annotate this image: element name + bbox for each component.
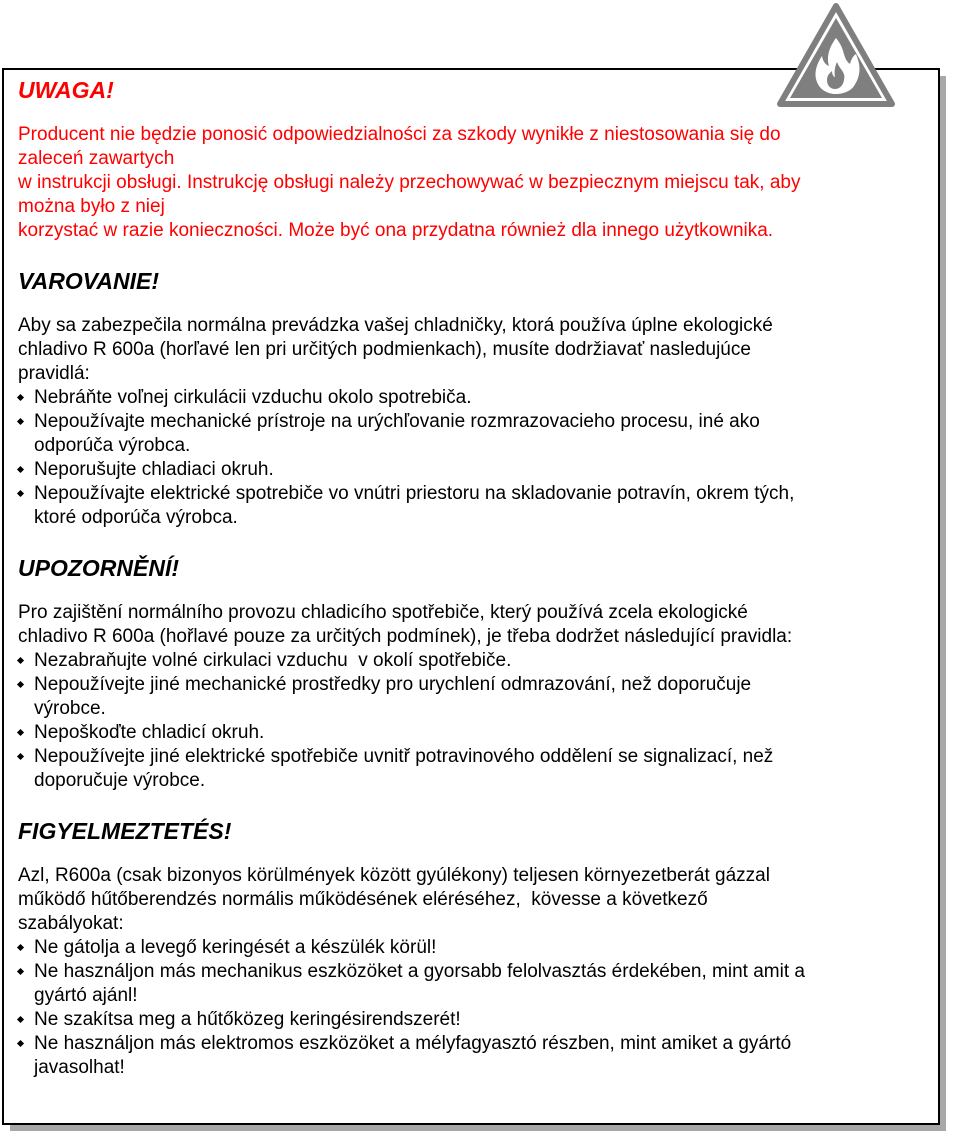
list-item-text: javasolhat! <box>34 1057 125 1078</box>
list-item <box>18 649 933 673</box>
list-item-text: Nepoškoďte chladicí okruh. <box>34 722 265 743</box>
polish-paragraph <box>18 123 933 243</box>
paragraph-line: szabályokat: <box>18 913 124 934</box>
list-item-text: výrobce. <box>34 698 106 719</box>
diamond-bullet-icon <box>17 681 24 688</box>
list-item-text: ktoré odporúča výrobca. <box>34 507 238 528</box>
paragraph-line: zaleceń zawartych <box>18 148 175 169</box>
hungarian-bullet-list <box>18 936 933 1080</box>
list-item-text: gyártó ajánl! <box>34 985 138 1006</box>
paragraph-line: működő hűtőberendzés normális működésének eléréséhez, kövesse a következő <box>18 889 708 910</box>
content-area <box>18 75 933 1080</box>
list-item <box>18 1008 933 1032</box>
list-item-text: Nepoužívejte jiné elektrické spotřebiče uvnitř potravinového oddělení se signalizací, než <box>34 746 774 767</box>
list-item-text: Nepoužívejte jiné mechanické prostředky pro urychlení odmrazování, než doporučuje <box>34 674 752 695</box>
paragraph-line: w instrukcji obsługi. Instrukcję obsługi należy przechowywać w bezpiecznym miejscu tak, aby <box>18 172 801 193</box>
list-item-text: Ne használjon más mechanikus eszközöket a gyorsabb felolvasztás érdekében, mint amit a <box>34 961 805 982</box>
list-item-text: doporučuje výrobce. <box>34 770 206 791</box>
list-item-text: Nepoužívajte mechanické prístroje na urýchľovanie rozmrazovacieho procesu, iné ako <box>34 411 760 432</box>
diamond-bullet-icon <box>17 729 24 736</box>
paragraph-line: można było z niej <box>18 196 165 217</box>
list-item <box>18 1032 933 1080</box>
paragraph-line: korzystać w razie konieczności. Może być ona przydatna również dla innego użytkownika. <box>18 220 774 241</box>
diamond-bullet-icon <box>17 968 24 975</box>
hungarian-intro <box>18 864 933 936</box>
list-item-text: Ne szakítsa meg a hűtőközeg keringésirendszerét! <box>34 1009 461 1030</box>
diamond-bullet-icon <box>17 418 24 425</box>
list-item <box>18 745 933 793</box>
diamond-bullet-icon <box>17 1040 24 1047</box>
diamond-bullet-icon <box>17 490 24 497</box>
list-item <box>18 936 933 960</box>
list-item-text: Nezabraňujte volné cirkulaci vzduchu v okolí spotřebiče. <box>34 650 512 671</box>
slovak-intro <box>18 314 933 386</box>
list-item-text: Nebráňte voľnej cirkulácii vzduchu okolo spotrebiča. <box>34 387 472 408</box>
list-item-text: Ne használjon más elektromos eszközöket a mélyfagyasztó részben, mint amiket a gyártó <box>34 1033 792 1054</box>
list-item-text: Ne gátolja a levegő keringését a készülék körül! <box>34 937 437 958</box>
czech-heading: UPOZORNĚNÍ! <box>18 555 179 581</box>
list-item <box>18 386 933 410</box>
list-item-text: odporúča výrobca. <box>34 435 191 456</box>
hungarian-heading: FIGYELMEZTETÉS! <box>18 818 232 844</box>
list-item <box>18 410 933 458</box>
diamond-bullet-icon <box>17 944 24 951</box>
diamond-bullet-icon <box>17 753 24 760</box>
diamond-bullet-icon <box>17 657 24 664</box>
polish-heading: UWAGA! <box>18 77 114 103</box>
paragraph-line: chladivo R 600a (horľavé len pri určitých podmienkach), musíte dodržiavať nasledujúce <box>18 339 751 360</box>
paragraph-line: Azl, R600a (csak bizonyos körülmények között gyúlékony) teljesen környezetberát gázzal <box>18 865 770 886</box>
paragraph-line: chladivo R 600a (hořlavé pouze za určitých podmínek), je třeba dodržet následující pravidla: <box>18 626 793 647</box>
czech-bullet-list <box>18 649 933 793</box>
list-item <box>18 721 933 745</box>
list-item <box>18 673 933 721</box>
list-item <box>18 482 933 530</box>
czech-intro <box>18 601 933 649</box>
diamond-bullet-icon <box>17 466 24 473</box>
list-item <box>18 960 933 1008</box>
list-item-text: Neporušujte chladiaci okruh. <box>34 459 274 480</box>
paragraph-line: pravidlá: <box>18 363 90 384</box>
paragraph-line: Producent nie będzie ponosić odpowiedzialności za szkody wynikłe z niestosowania się do <box>18 124 781 145</box>
list-item-text: Nepoužívajte elektrické spotrebiče vo vnútri priestoru na skladovanie potravín, okrem tých, <box>34 483 795 504</box>
list-item <box>18 458 933 482</box>
diamond-bullet-icon <box>17 394 24 401</box>
paragraph-line: Aby sa zabezpečila normálna prevádzka vašej chladničky, ktorá používa úplne ekologické <box>18 315 773 336</box>
diamond-bullet-icon <box>17 1016 24 1023</box>
slovak-bullet-list <box>18 386 933 530</box>
slovak-heading: VAROVANIE! <box>18 268 159 294</box>
paragraph-line: Pro zajištění normálního provozu chladicího spotřebiče, který používá zcela ekologické <box>18 602 748 623</box>
